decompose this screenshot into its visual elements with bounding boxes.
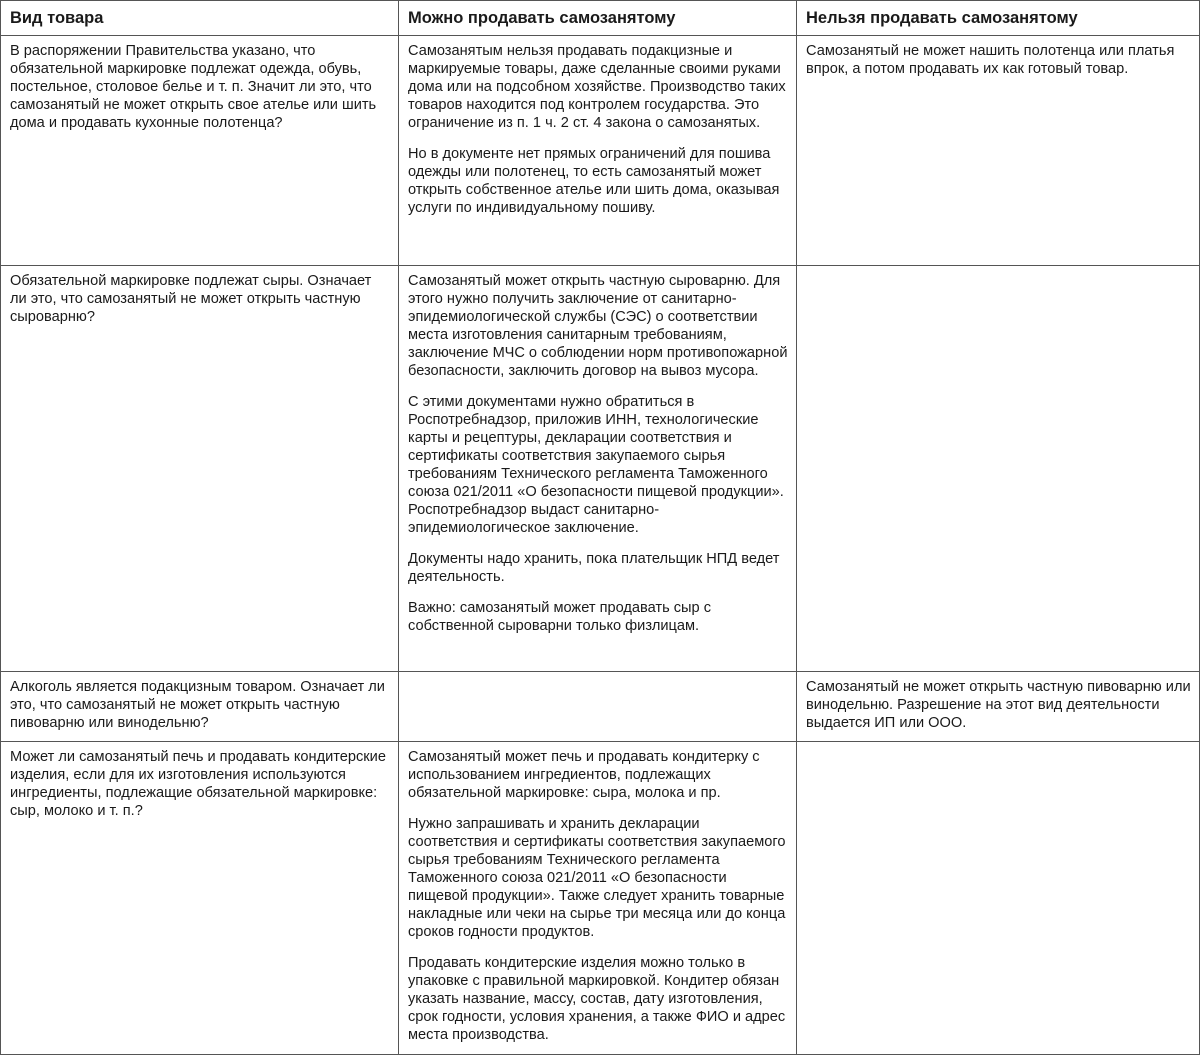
question-text: Обязательной маркировке подлежат сыры. Означает ли это, что самозанятый не может открыть частную сыроварню? xyxy=(10,273,372,325)
header-row xyxy=(1,1,1200,36)
table-row xyxy=(1,266,1200,672)
allowed-cell xyxy=(399,672,797,742)
question-cell xyxy=(1,672,399,742)
forbidden-cell xyxy=(797,266,1200,672)
table-row xyxy=(1,36,1200,266)
allowed-cell xyxy=(399,742,797,1055)
header-product-type: Вид товара xyxy=(1,1,399,36)
question-text: В распоряжении Правительства указано, что обязательной маркировке подлежат одежда, обувь, постельное, столовое белье и т. п. Значит ли это, что самозанятый не может открыть свое ателье или шить дома и продавать кухонные полотенца? xyxy=(10,43,377,131)
forbidden-paragraph: Самозанятый не может нашить полотенца или платья впрок, а потом продавать их как готовый товар. xyxy=(806,43,1175,77)
table-row xyxy=(1,672,1200,742)
allowed-paragraph: Самозанятый может печь и продавать кондитерку с использованием ингредиентов, подлежащих обязательной маркировке: сыра, молока и пр. xyxy=(408,749,760,801)
question-cell xyxy=(1,36,399,266)
allowed-cell xyxy=(399,266,797,672)
allowed-paragraph: Самозанятым нельзя продавать подакцизные и маркируемые товары, даже сделанные своими руками дома или на подсобном хозяйстве. Производство таких товаров находится под контролем государства. Это ограничение из п. 1 ч. 2 ст. 4 закона о самозанятых. xyxy=(408,43,786,131)
forbidden-paragraph: Самозанятый не может открыть частную пивоварню или винодельню. Разрешение на этот вид деятельности выдается ИП или ООО. xyxy=(806,679,1191,731)
allowed-paragraph: Продавать кондитерские изделия можно только в упаковке с правильной маркировкой. Кондитер обязан указать название, массу, состав, дату изготовления, срок годности, условия хранения, а также ФИО и адрес места производства. xyxy=(408,955,786,1043)
forbidden-cell xyxy=(797,742,1200,1055)
question-cell xyxy=(1,266,399,672)
table-row xyxy=(1,742,1200,1055)
question-text: Алкоголь является подакцизным товаром. Означает ли это, что самозанятый не может открыть частную пивоварню или винодельню? xyxy=(10,679,385,731)
allowed-paragraph: Документы надо хранить, пока плательщик НПД ведет деятельность. xyxy=(408,551,780,585)
allowed-cell xyxy=(399,36,797,266)
forbidden-cell xyxy=(797,672,1200,742)
header-forbidden: Нельзя продавать самозанятому xyxy=(797,1,1200,36)
question-text: Может ли самозанятый печь и продавать кондитерские изделия, если для их изготовления используются ингредиенты, подлежащие обязательной маркировке: сыр, молоко и т. п.? xyxy=(10,749,386,819)
header-allowed: Можно продавать самозанятому xyxy=(399,1,797,36)
allowed-paragraph: Важно: самозанятый может продавать сыр с собственной сыроварни только физлицам. xyxy=(408,600,711,634)
allowed-paragraph: С этими документами нужно обратиться в Роспотребнадзор, приложив ИНН, технологические карты и рецептуры, декларации соответствия и сертификаты соответствия закупаемого сырья требованиям Технического регламента Таможенного союза 021/2011 «О безопасности пищевой продукции». Роспотребнадзор выдаст санитарно-эпидемиологическое заключение. xyxy=(408,394,784,536)
forbidden-cell xyxy=(797,36,1200,266)
allowed-paragraph: Нужно запрашивать и хранить декларации соответствия и сертификаты соответствия закупаемого сырья требованиям Технического регламента Таможенного союза 021/2011 «О безопасности пищевой продукции». Также следует хранить товарные накладные или чеки на сырье три месяца или до конца сроков годности продуктов. xyxy=(408,816,786,940)
allowed-paragraph: Самозанятый может открыть частную сыроварню. Для этого нужно получить заключение от санитарно-эпидемиологической службы (СЭС) о соответствии места изготовления санитарным требованиям, заключение МЧС о соблюдении норм противопожарной безопасности, заключить договор на вывоз мусора. xyxy=(408,273,788,379)
allowed-paragraph: Но в документе нет прямых ограничений для пошива одежды или полотенец, то есть самозанятый может открыть собственное ателье или шить дома, оказывая услуги по индивидуальному пошиву. xyxy=(408,146,780,216)
question-cell xyxy=(1,742,399,1055)
